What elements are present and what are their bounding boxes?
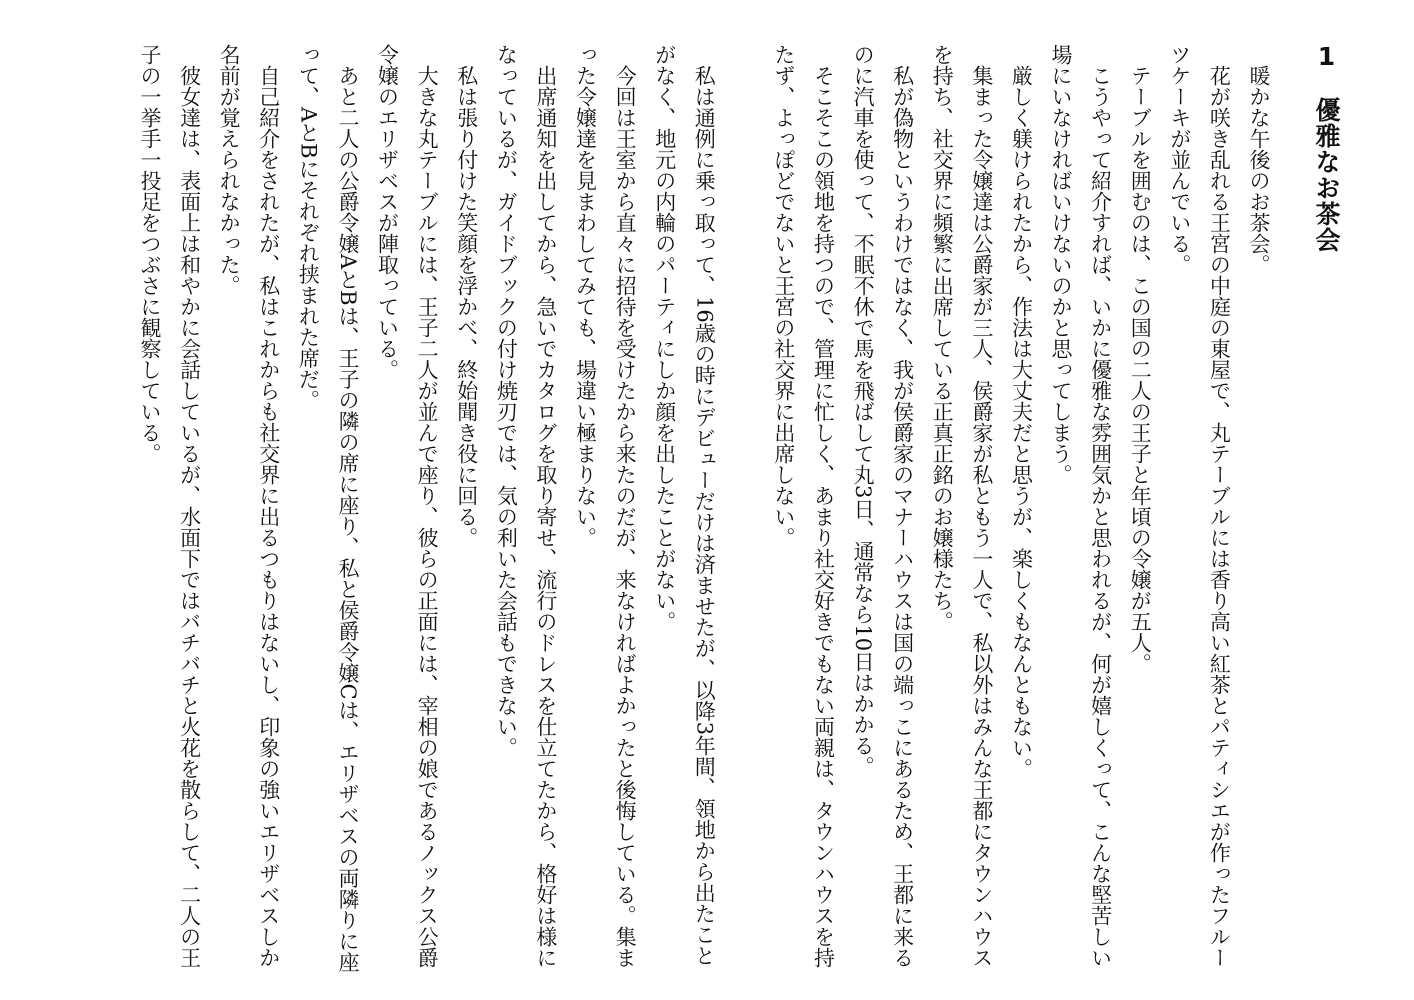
paragraph-16: 彼女達は、表面上は和やかに会話しているが、水面下ではバチバチと火花を散らして、二人の王子の一挙手一投足をつぶさに観察している。 [137,44,202,968]
paragraph-14: あと二人の公爵令嬢AとBは、王子の隣の席に座り、私と侯爵令嬢Cは、エリザベスの両隣りに座って、AとBにそれぞれ挟まれた席だ。 [296,44,360,973]
vertical-text-block [54,44,1354,974]
paragraph-1: 暖かな午後のお茶会。 [1247,65,1271,275]
paragraph-3: テーブルを囲むのは、この国の二人の王子と年頃の令嬢が五人。 [1128,65,1153,674]
paragraph-4: こうやって紹介すれば、いかに優雅な雰囲気かと思われるが、何が嬉しくって、こんな堅苦しい場にいなければいけないのかと思ってしまう。 [1049,44,1113,968]
chapter-title: 優雅なお茶会 [1312,97,1341,253]
paragraph-2: 花が咲き乱れる王宮の中庭の東屋で、丸テーブルには香り高い紅茶とパティシエが作ったフルーツケーキが並んでいる。 [1167,44,1232,968]
paragraph-12: 私は張り付けた笑顔を浮かべ、終始聞き役に回る。 [454,65,479,548]
paragraph-8: そこそこの領地を持つので、管理に忙しく、あまり社交好きでもない両親は、タウンハウスを持たず、よっぽどでないと王宮の社交界に出席しない。 [771,44,836,968]
paragraph-13: 大きな丸テーブルには、王子二人が並んで座り、彼らの正面には、宰相の娘であるノックス公爵令嬢のエリザベスが陣取っている。 [375,44,440,968]
paragraph-9: 私は通例に乗っ取って、16歳の時にデビューだけは済ませたが、以降3年間、領地から出たことがなく、地元の内輪のパーティにしか顔を出したことがない。 [652,44,717,967]
paragraph-6: 集まった令嬢達は公爵家が三人、侯爵家が私ともう一人で、私以外はみんな王都にタウンハウスを持ち、社交界に頻繁に出席している正真正銘のお嬢様たち。 [930,44,994,968]
paragraph-11: 出席通知を出してから、急いでカタログを取り寄せ、流行のドレスを仕立てたから、格好は様になっているが、ガイドブックの付け焼刃では、気の利いた会話もできない。 [494,44,558,968]
chapter-heading [1298,44,1354,974]
paragraph-15: 自己紹介をされたが、私はこれからも社交界に出るつもりはないし、印象の強いエリザベスしか名前が覚えられなかった。 [217,44,281,968]
chapter-number: 1 [1317,44,1336,69]
paragraph-10: 今回は王室から直々に招待を受けたから来たのだが、来なければよかったと後悔している。集まった令嬢達を見まわしてみても、場違い極まりない。 [573,44,638,968]
paragraph-5: 厳しく躾けられたから、作法は大丈夫だと思うが、楽しくもなんともない。 [1009,65,1034,779]
paragraph-7: 私が偽物というわけではなく、我が侯爵家のマナーハウスは国の端っこにあるため、王都に来るのに汽車を使って、不眠不休で馬を飛ばして丸3日、通常なら10日はかかる。 [851,44,915,968]
